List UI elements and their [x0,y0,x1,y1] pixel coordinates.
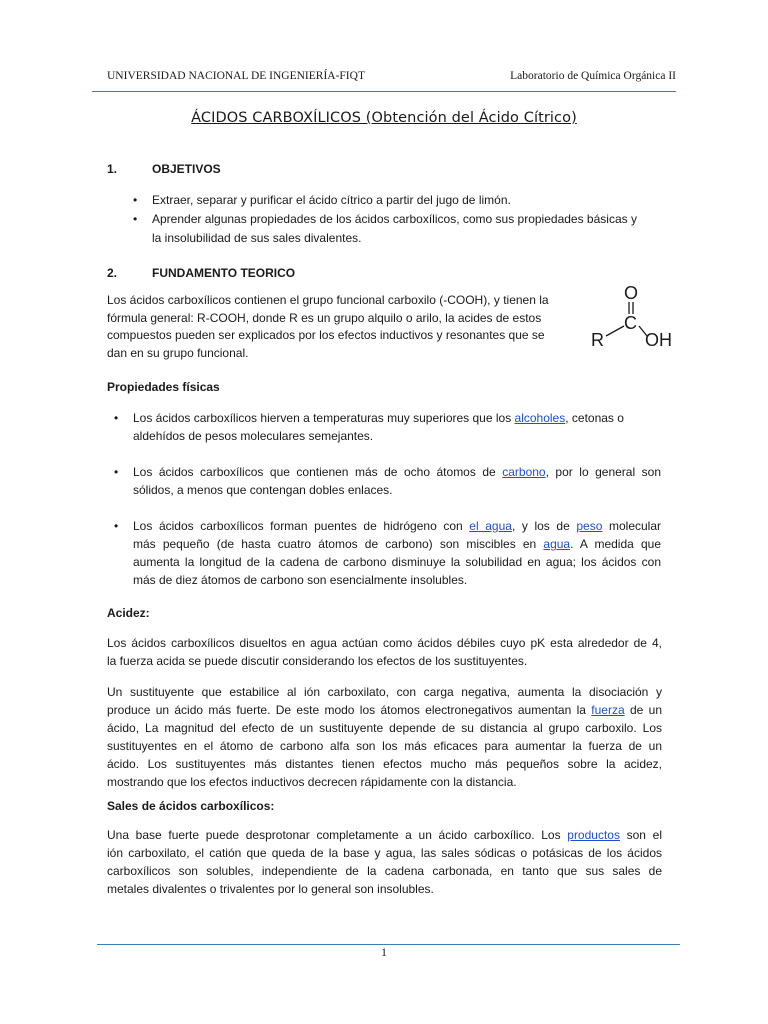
structure-oh: OH [645,330,672,350]
section-number: 1. [107,162,118,176]
section-number: 2. [107,266,118,280]
list-item: • Los ácidos carboxílicos hierven a temperaturas muy superiores que los alcoholes, cetonas o aldehídos de pesos moleculares semejantes. [114,411,624,443]
list-item: • Extraer, separar y purificar el ácido cítrico a partir del jugo de limón. [133,193,511,207]
section-heading: FUNDAMENTO TEORICO [152,266,296,280]
subheading: Propiedades físicas [107,380,220,394]
structure-o: O [624,283,639,303]
subheading: Acidez: [107,606,150,620]
link-agua[interactable]: agua [543,537,571,551]
carboxyl-structure [582,280,682,352]
bullet-text: Aprender algunas propiedades de los ácidos carboxílicos, como sus propiedades básicas y [152,212,637,226]
page-header [107,70,676,82]
list-item: • Aprender algunas propiedades de los ácidos carboxílicos, como sus propiedades básicas y [133,212,637,226]
header-rule [92,91,676,92]
header-left: UNIVERSIDAD NACIONAL DE INGENIERÍA-FIQT [107,70,365,82]
link-el-agua[interactable]: el agua [469,519,512,533]
intro-paragraph: Los ácidos carboxílicos contienen el grupo funcional carboxilo (-COOH), y tienen la fórmula general: R-COOH, donde R es un grupo alquilo o arilo, la acides de estos compuestos pueden ser explicados por los efectos inductivos y resonantes que se dan en su grupo funcional. [107,293,549,360]
structure-r: R [591,330,604,350]
header-right: Laboratorio de Química Orgánica II [510,70,676,82]
list-item-continuation [152,229,662,247]
link-carbono[interactable]: carbono [502,465,546,479]
document-title: ÁCIDOS CARBOXÍLICOS (Obtención del Ácido Cítrico) [191,110,577,126]
subheading: Sales de ácidos carboxílicos: [107,799,275,813]
structure-c: C [624,313,637,333]
paragraph: Los ácidos carboxílicos disueltos en agua actúan como ácidos débiles cuyo pK esta alrededor de 4, la fuerza acida se puede discutir considerando los efectos de los sustituyentes. [107,636,662,668]
list-item: • Los ácidos carboxílicos que contienen más de ocho átomos de carbono, por lo general son sólidos, a menos que contengan dobles enlaces. [114,465,661,497]
link-productos[interactable]: productos [567,828,620,842]
link-fuerza[interactable]: fuerza [591,703,625,717]
list-item: • Los ácidos carboxílicos forman puentes de hidrógeno con el agua, y los de peso molecular más pequeño (de hasta cuatro átomos de carbono) son miscibles en agua. A medida que aumenta la longitud de la cadena de carbono disminuye la solubilidad en agua; los ácidos con más de diez átomos de carbono son esencialmente insolubles. [114,519,662,587]
bullet-text: la insolubilidad de sus sales divalentes. [152,231,362,245]
link-peso[interactable]: peso [576,519,603,533]
paragraph: Una base fuerte puede desprotonar completamente a un ácido carboxílico. Los productos son el ión carboxilato, el catión que queda de la base y agua, las sales sódicas o potásicas de los ácidos carboxílicos son solubles, independiente de la cadena carbonada, en tanto que sus sales de metales divalentes o trivalentes por lo general son insolubles. [107,828,662,896]
bullet-text: Extraer, separar y purificar el ácido cítrico a partir del jugo de limón. [152,193,511,207]
section-heading: OBJETIVOS [152,162,221,176]
page-number: 1 [381,945,387,959]
link-alcoholes[interactable]: alcoholes [514,411,566,425]
paragraph: Un sustituyente que estabilice al ión carboxilato, con carga negativa, aumenta la disociación y produce un ácido más fuerte. De este modo los átomos electronegativos aumentan la fuerza de un ácido, La magnitud del efecto de un sustituyente depende de su distancia al grupo carboxilo. Los sustituyentes en el átomo de carbono alfa son los más eficaces para aumentar la fuerza de un ácido. Los sustituyentes más distantes tienen efectos mucho más pequeños sobre la acidez, mostrando que los efectos inductivos decrecen rápidamente con la distancia. [107,685,662,789]
